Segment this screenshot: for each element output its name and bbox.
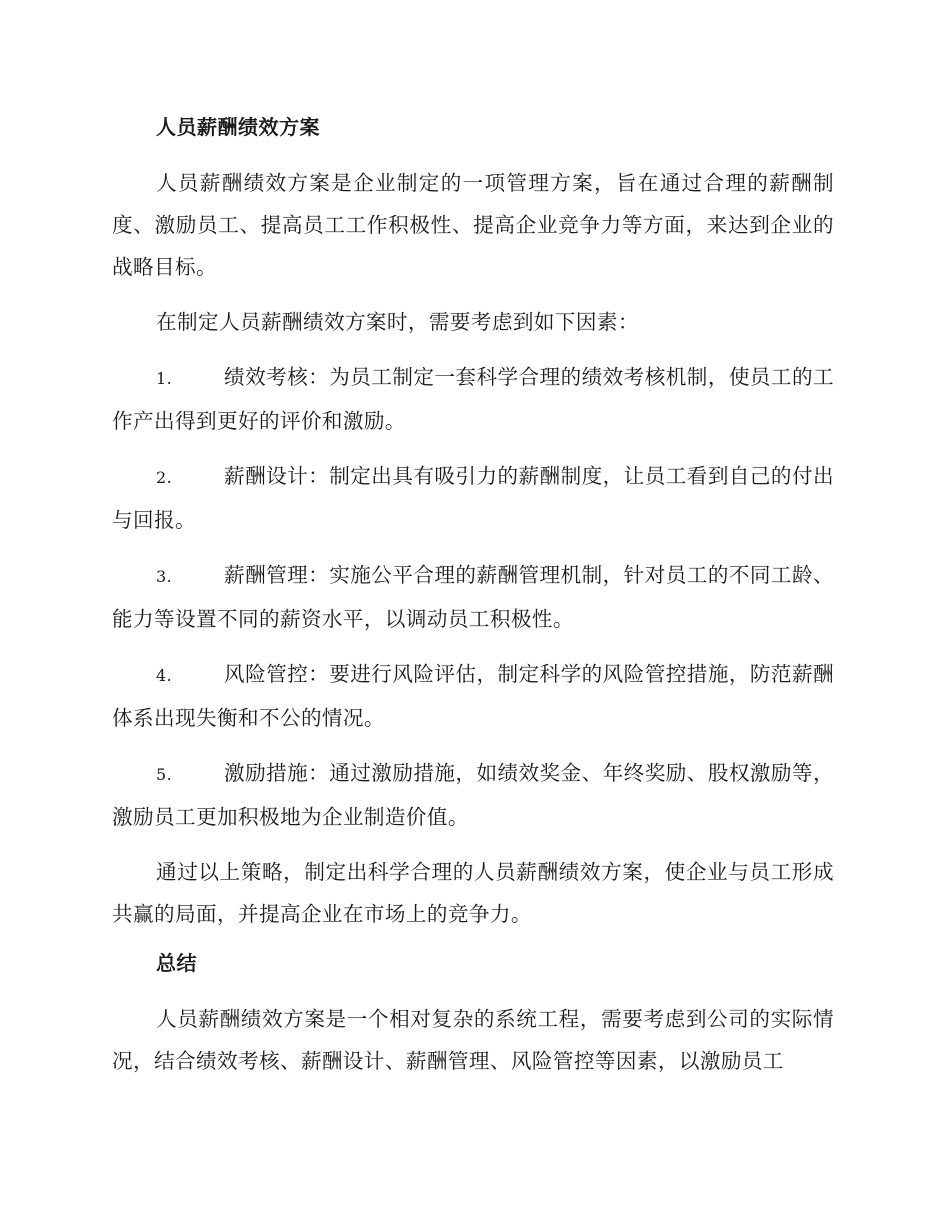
factor-number: 5. bbox=[156, 765, 173, 784]
factor-item-1 bbox=[112, 356, 834, 442]
factor-item-2 bbox=[112, 455, 834, 541]
document-title: 人员薪酬绩效方案 bbox=[156, 115, 320, 139]
factor-text: 薪酬管理：实施公平合理的薪酬管理机制，针对员工的不同工龄、能力等设置不同的薪资水平，以调动员工积极性。 bbox=[112, 563, 834, 631]
factor-text: 风险管控：要进行风险评估，制定科学的风险管控措施，防范薪酬体系出现失衡和不公的情况。 bbox=[112, 662, 834, 730]
factor-text: 绩效考核：为员工制定一套科学合理的绩效考核机制，使员工的工作产出得到更好的评价和激励。 bbox=[112, 365, 834, 433]
factors-lead-in: 在制定人员薪酬绩效方案时，需要考虑到如下因素： bbox=[156, 310, 639, 334]
factor-number: 2. bbox=[156, 468, 173, 487]
factor-text: 激励措施：通过激励措施，如绩效奖金、年终奖励、股权激励等，激励员工更加积极地为企业制造价值。 bbox=[112, 761, 834, 829]
conclusion-paragraph: 通过以上策略，制定出科学合理的人员薪酬绩效方案，使企业与员工形成共赢的局面，并提高企业在市场上的竞争力。 bbox=[112, 860, 834, 926]
factor-item-5 bbox=[112, 752, 834, 838]
summary-heading: 总结 bbox=[156, 951, 197, 975]
summary-paragraph: 人员薪酬绩效方案是一个相对复杂的系统工程，需要考虑到公司的实际情况，结合绩效考核、薪酬设计、薪酬管理、风险管控等因素，以激励员工 bbox=[112, 1007, 834, 1073]
factor-number: 1. bbox=[156, 369, 173, 388]
factor-item-3 bbox=[112, 554, 834, 640]
intro-paragraph: 人员薪酬绩效方案是企业制定的一项管理方案，旨在通过合理的薪酬制度、激励员工、提高员工工作积极性、提高企业竞争力等方面，来达到企业的战略目标。 bbox=[112, 171, 834, 279]
factor-number: 3. bbox=[156, 567, 173, 586]
factor-text: 薪酬设计：制定出具有吸引力的薪酬制度，让员工看到自己的付出与回报。 bbox=[112, 464, 834, 532]
factor-number: 4. bbox=[156, 666, 173, 685]
document-page bbox=[112, 112, 834, 1082]
factor-item-4 bbox=[112, 653, 834, 739]
